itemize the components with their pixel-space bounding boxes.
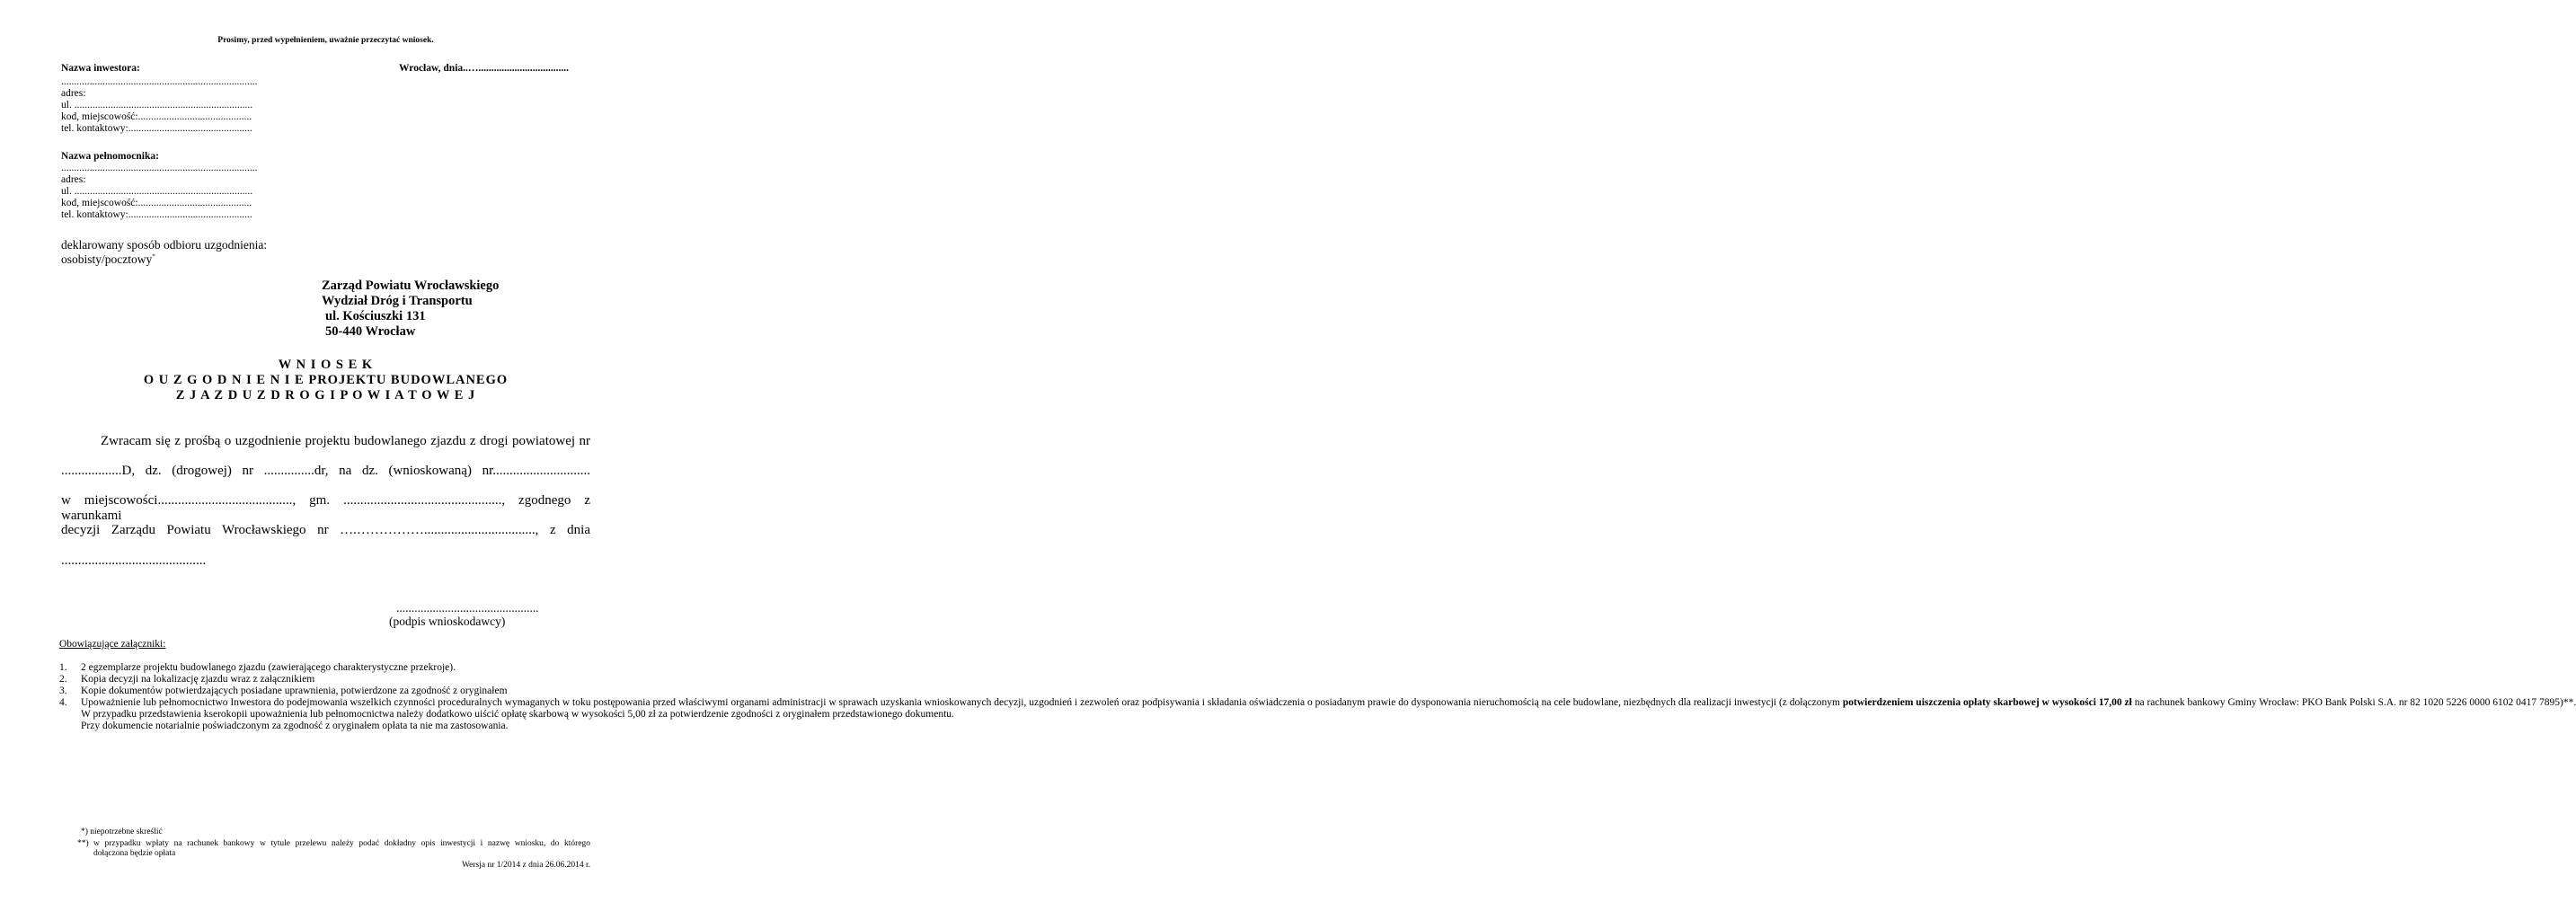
attachment-4-text-b: na rachunek bankowy Gminy Wrocław: PKO Bank Polski S.A. nr 82 1020 5226 0000 6102 0417 7895)**. — [2131, 697, 2576, 709]
body-line5: ........................................... — [61, 553, 207, 568]
body-line1 — [101, 434, 590, 449]
body-line3-text: w miejscowości........................................, gm. ..............................................., zgodnego z warunkami — [61, 493, 590, 523]
signature-label: (podpis wnioskodawcy) — [389, 615, 506, 628]
proxy-postcode-field: kod, miejscowość:............................................ — [61, 198, 252, 208]
attachment-num: 4. — [59, 697, 67, 709]
investor-name-field: ............................................................................ — [61, 76, 258, 87]
version-info: Wersja nr 1/2014 z dnia 26.06.2014 r. — [461, 861, 590, 870]
attachment-num: 3. — [59, 686, 67, 697]
attachments-list — [59, 662, 2576, 733]
body-line4-text: decyzji Zarządu Powiatu Wrocławskiego nr ….……………................................., z dnia — [61, 523, 590, 537]
recipient-line2: Wydział Dróg i Transportu — [322, 294, 473, 308]
body-line4 — [61, 523, 590, 538]
proxy-address-label: adres: — [61, 174, 86, 185]
attachment-4-para3: Przy dokumencie notarialnie poświadczonym za zgodność z oryginałem opłata ta nie ma zastosowania. — [81, 721, 509, 732]
attachment-4-text-a: Upoważnienie lub pełnomocnictwo Inwestora do podejmowania wszelkich czynności proceduralnych wymaganych w toku postępowania przed właściwymi organami administracji w sprawach uzyskania wnioskowanych decyzji, uzgodnień i zezwoleń oraz podpisywania i składania oświadczenia o posiadanym prawie do dysponowania nieruchomością na cele budowlane, niezbędnych dla realizacji inwestycji (z dołączonym — [81, 697, 1843, 709]
attachment-item-1 — [59, 662, 589, 674]
attachment-item-4 — [59, 697, 2576, 709]
top-note: Prosimy, przed wypełnieniem, uważnie przeczytać wniosek. — [217, 36, 434, 45]
document-title-line1: W N I O S E K — [278, 358, 374, 372]
body-line2 — [61, 464, 590, 479]
investor-street-field: ul. ..................................................................... — [61, 100, 253, 111]
signature-field: ............................................... — [396, 601, 539, 615]
investor-phone-field: tel. kontaktowy:................................................ — [61, 123, 252, 134]
footnote-2-mark: **) — [77, 839, 89, 848]
body-line1-text: Zwracam się z prośbą o uzgodnienie projektu budowlanego zjazdu z drogi powiatowej nr — [101, 434, 590, 448]
recipient-line3: ul. Kościuszki 131 — [325, 309, 426, 323]
attachment-text: Kopia decyzji na lokalizację zjazdu wraz z załącznikiem — [81, 674, 315, 686]
footnote-2-line2: dołączona będzie opłata — [93, 849, 176, 858]
attachment-item-2 — [59, 674, 589, 686]
body-line3 — [61, 493, 590, 524]
pickup-label: deklarowany sposób odbioru uzgodnienia: — [61, 238, 268, 252]
place-date: Wrocław, dnia..…................................... — [399, 63, 570, 74]
pickup-options-text: osobisty/pocztowy — [61, 252, 153, 266]
investor-address-label: adres: — [61, 88, 86, 99]
attachment-4-para2: W przypadku przedstawienia kserokopii upoważnienia lub pełnomocnictwa należy dodatkowo uiścić opłatę skarbową w wysokości 5,00 zł za potwierdzenie zgodności z oryginałem przedstawionego dokumentu. — [81, 709, 954, 721]
attachment-num: 1. — [59, 662, 67, 673]
pickup-footnote-mark: * — [152, 252, 155, 261]
attachment-num: 2. — [59, 674, 67, 686]
footnote-2-line1: w przypadku wpłaty na rachunek bankowy w tytule przelewu należy podać dokładny opis inwestycji i nazwę wniosku, do którego — [93, 839, 590, 848]
document-title-line2: O U Z G O D N I E N I E PROJEKTU BUDOWLANEGO — [143, 373, 509, 387]
body-line2-text: ..................D, dz. (drogowej) nr ...............dr, na dz. (wnioskowaną) nr............................. — [61, 464, 590, 478]
proxy-phone-field: tel. kontaktowy:................................................ — [61, 209, 252, 220]
document-title-line3: Z J A Z D U Z D R O G I P O W I A T O W E J — [175, 388, 476, 402]
proxy-title: Nazwa pełnomocnika: — [61, 151, 159, 162]
investor-title: Nazwa inwestora: — [61, 63, 140, 74]
proxy-street-field: ul. ..................................................................... — [61, 186, 253, 197]
attachment-text — [81, 697, 2576, 709]
attachment-text: Kopie dokumentów potwierdzających posiadane uprawnienia, potwierdzone za zgodność z oryginałem — [81, 686, 508, 697]
pickup-options — [61, 252, 155, 267]
attachment-item-3 — [59, 686, 589, 697]
recipient-line4: 50-440 Wrocław — [325, 324, 416, 339]
attachment-4-fee-emphasis: potwierdzeniem uiszczenia opłaty skarbowej w wysokości 17,00 zł — [1842, 697, 2132, 709]
footnote-1: *) niepotrzebne skreślić — [81, 827, 163, 836]
footnote-2-line1-wrap — [93, 839, 590, 849]
attachments-heading: Obowiązujące załączniki: — [59, 639, 166, 650]
recipient-line1: Zarząd Powiatu Wrocławskiego — [322, 279, 500, 293]
proxy-name-field: ............................................................................ — [61, 163, 258, 173]
attachment-text: 2 egzemplarze projektu budowlanego zjazdu (zawierającego charakterystyczne przekroje). — [81, 662, 456, 673]
investor-postcode-field: kod, miejscowość:............................................ — [61, 111, 252, 122]
